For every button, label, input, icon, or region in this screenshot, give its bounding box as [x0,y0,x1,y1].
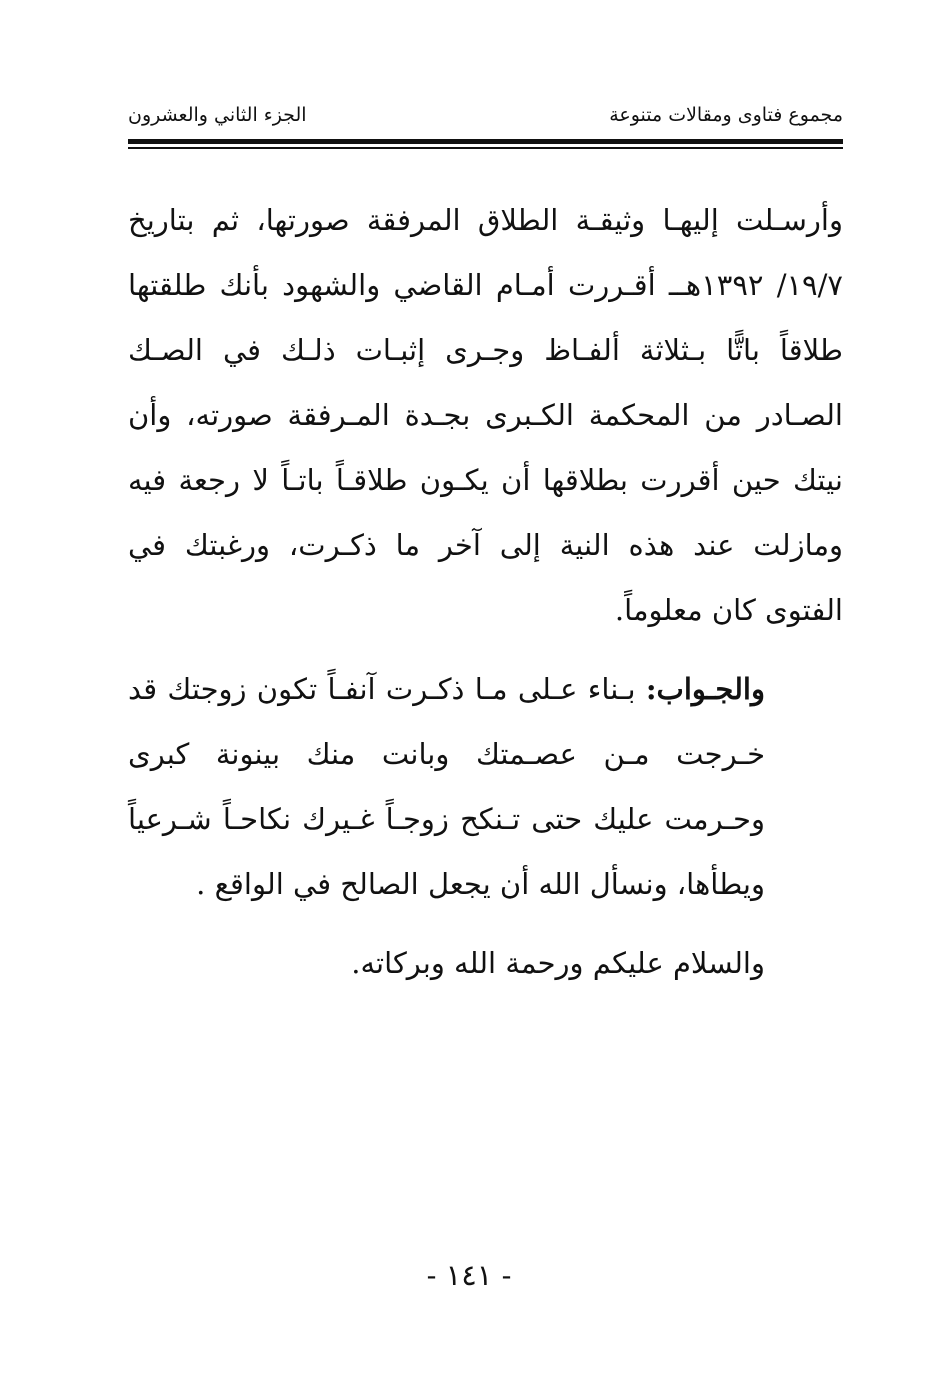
book-title: مجموع فتاوى ومقالات متنوعة [609,104,843,126]
answer-text: بـناء عـلى مـا ذكـرت آنفـاً تكون زوجتك قد خـرجت مـن عصـمتك وبانت منك بينونة كبرى وحـرمت عليك حتى تـنكح زوجـاً غـيرك نكاحـاً شـرعياً ويطأها، ونسأل الله أن يجعل الصالح في الواقع . [128,672,765,901]
paragraph-answer [128,657,843,917]
answer-heading: والجـواب: [645,672,765,706]
header-rule-thin [128,147,843,149]
closing-salutation: والسلام عليكم ورحمة الله وبركاته. [351,946,765,980]
running-header [128,100,843,136]
paragraph-question-summary: وأرسـلت إليهـا وثيقـة الطلاق المرفقة صورتها، ثم بتاريخ ١٩/٧/ ١٣٩٢هــ أقـررت أمـام القاضي والشهود بأنك طلقتها طلاقاً باتًّا بـثلاثة ألفـاظ وجـرى إثبـات ذلـك في الصـك الصـادر من المحكمة الكـبرى بجـدة المـرفقة صورته، وأن نيتك حين أقررت بطلاقها أن يكـون طلاقـاً باتـاً لا رجعة فيه ومازلت عند هذه النية إلى آخر ما ذكـرت، ورغبتك في الفتوى كان معلوماً. [128,203,844,627]
page-number: - ١٤١ - [426,1258,512,1292]
volume-label: الجزء الثاني والعشرون [128,104,307,126]
header-rule-thick [128,139,843,144]
body-text [128,188,843,996]
